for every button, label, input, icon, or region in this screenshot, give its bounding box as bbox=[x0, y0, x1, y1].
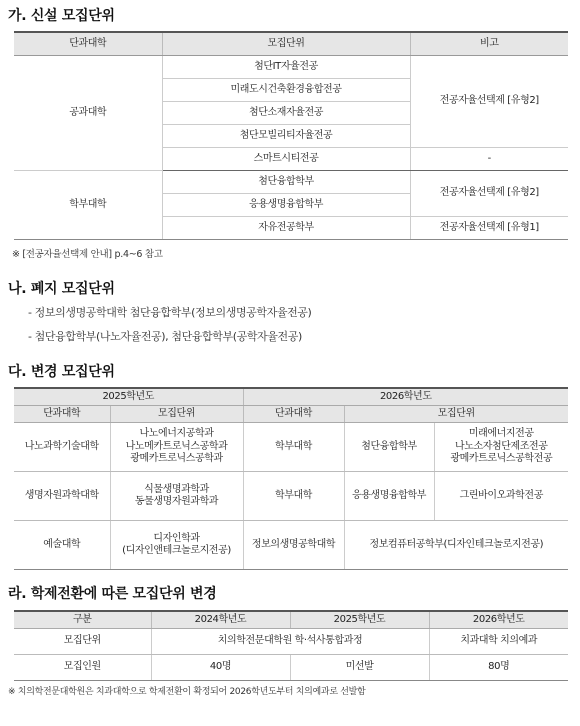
abolished-item: - 정보의생명공학대학 첨단융합학부(정보의생명공학자율전공) bbox=[28, 306, 312, 319]
remark-cell: - bbox=[410, 148, 568, 171]
unit-cell: 첨단IT자율전공 bbox=[162, 56, 410, 79]
college-cell: 생명자원과학대학 bbox=[14, 472, 110, 521]
year-header-2026: 2026학년도 bbox=[243, 388, 568, 406]
unit-cell: 첨단융합학부 bbox=[344, 423, 434, 472]
merged-unit-cell: 치의학전문대학원 학·석사통합과정 bbox=[151, 629, 429, 655]
remark-cell: 전공자율선택제 [유형2] bbox=[410, 171, 568, 217]
unit-cell: 미래도시건축환경융합전공 bbox=[162, 79, 410, 102]
header-2024: 2024학년도 bbox=[151, 611, 290, 629]
sub-header-college: 단과대학 bbox=[243, 406, 344, 423]
header-college: 단과대학 bbox=[14, 32, 162, 56]
unit-cell: 정보컴퓨터공학부(디자인테크놀로지전공) bbox=[344, 521, 568, 570]
unit-cell: 자유전공학부 bbox=[162, 217, 410, 240]
college-cell: 학부대학 bbox=[243, 472, 344, 521]
changed-units-table bbox=[14, 387, 568, 570]
unit-cell: 응용생명융합학부 bbox=[162, 194, 410, 217]
college-cell: 예술대학 bbox=[14, 521, 110, 570]
row-label: 모집단위 bbox=[14, 629, 151, 655]
header-2026: 2026학년도 bbox=[429, 611, 568, 629]
college-cell: 나노과학기술대학 bbox=[14, 423, 110, 472]
remark-cell: 전공자율선택제 [유형1] bbox=[410, 217, 568, 240]
section-title-new-units: 가. 신설 모집단위 bbox=[8, 8, 115, 24]
sec1-note: ※ [전공자율선택제 안내] p.4~6 참고 bbox=[12, 249, 163, 260]
sub-header-unit: 모집단위 bbox=[344, 406, 568, 423]
header-2025: 2025학년도 bbox=[290, 611, 429, 629]
year-header-2025: 2025학년도 bbox=[14, 388, 243, 406]
unit-cell: 식물생명과학과 동물생명자원과학과 bbox=[110, 472, 243, 521]
remark-cell: 전공자율선택제 [유형2] bbox=[410, 56, 568, 148]
sub-header-college: 단과대학 bbox=[14, 406, 110, 423]
header-category: 구분 bbox=[14, 611, 151, 629]
unit-cell-2026: 치과대학 치의예과 bbox=[429, 629, 568, 655]
quota-2024: 40명 bbox=[151, 655, 290, 681]
section-title-changed-units: 다. 변경 모집단위 bbox=[8, 364, 115, 380]
unit-cell: 미래에너지전공 나노소자첨단제조전공 광메카트로닉스공학전공 bbox=[434, 423, 568, 472]
unit-cell: 첨단소재자율전공 bbox=[162, 102, 410, 125]
unit-cell: 첨단융합학부 bbox=[162, 171, 410, 194]
college-cell: 공과대학 bbox=[14, 56, 162, 171]
abolished-item: - 첨단융합학부(나노자율전공), 첨단융합학부(공학자율전공) bbox=[28, 330, 302, 343]
unit-cell: 응용생명융합학부 bbox=[344, 472, 434, 521]
row-label: 모집인원 bbox=[14, 655, 151, 681]
quota-2026: 80명 bbox=[429, 655, 568, 681]
section-title-abolished-units: 나. 폐지 모집단위 bbox=[8, 281, 115, 297]
sub-header-unit: 모집단위 bbox=[110, 406, 243, 423]
section-title-system-change: 라. 학제전환에 따른 모집단위 변경 bbox=[8, 586, 217, 602]
header-unit: 모집단위 bbox=[162, 32, 410, 56]
unit-cell: 나노에너지공학과 나노메카트로닉스공학과 광메카트로닉스공학과 bbox=[110, 423, 243, 472]
header-remark: 비고 bbox=[410, 32, 568, 56]
unit-cell: 첨단모빌리티자율전공 bbox=[162, 125, 410, 148]
unit-cell: 스마트시티전공 bbox=[162, 148, 410, 171]
college-cell: 정보의생명공학대학 bbox=[243, 521, 344, 570]
quota-2025: 미선발 bbox=[290, 655, 429, 681]
college-cell: 학부대학 bbox=[14, 171, 162, 240]
sec4-note: ※ 치의학전문대학원은 치과대학으로 학제전환이 확정되어 2026학년도부터 치의예과로 선발함 bbox=[8, 687, 366, 697]
unit-cell: 디자인학과 (디자인앤테크놀로지전공) bbox=[110, 521, 243, 570]
system-change-table bbox=[14, 610, 568, 681]
unit-cell: 그린바이오과학전공 bbox=[434, 472, 568, 521]
new-units-table bbox=[14, 31, 568, 240]
college-cell: 학부대학 bbox=[243, 423, 344, 472]
